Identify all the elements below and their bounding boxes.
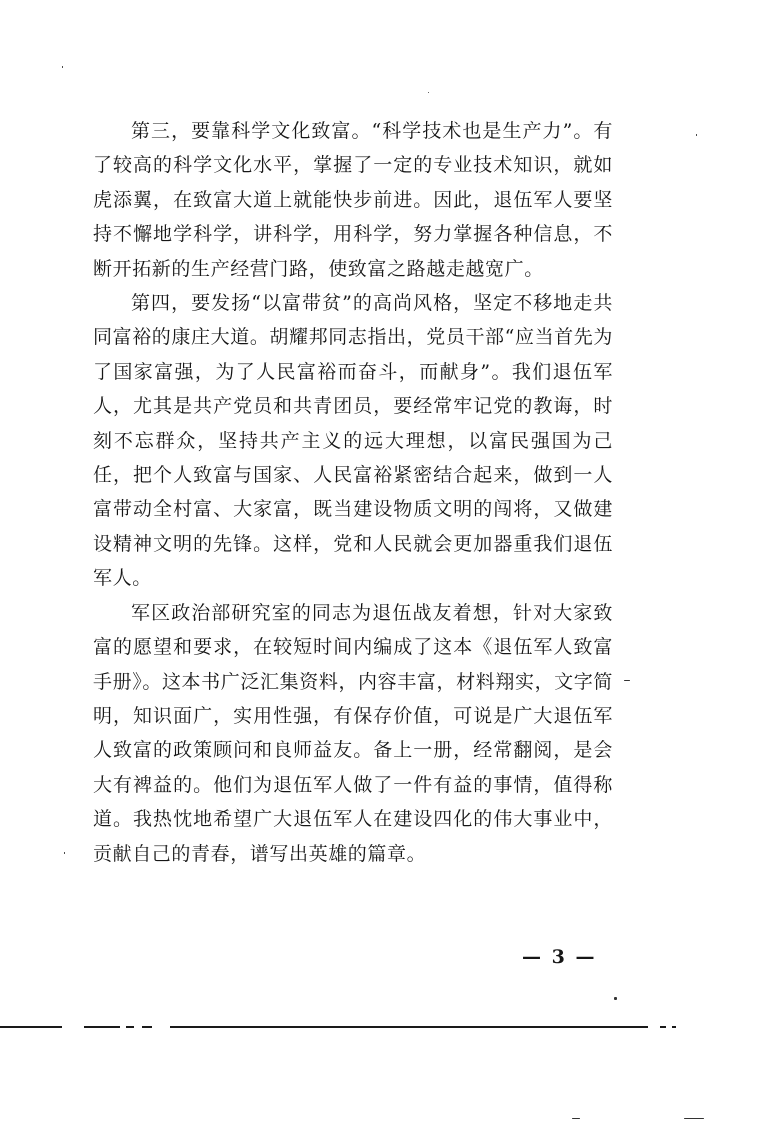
bottom-rule [0, 1026, 62, 1028]
scan-speck [684, 1118, 704, 1119]
bottom-rule [142, 1026, 152, 1028]
paragraph-common-prosperity: 第四，要发扬“以富带贫”的高尚风格，坚定不移地走共同富裕的康庄大道。胡耀邦同志指出，党员干部“应当首先为了国家富强，为了人民富裕而奋斗，而献身”。我们退伍军人，尤其是共产党员和共青团员，要经常牢记党的教诲，时刻不忘群众，坚持共产主义的远大理想，以富民强国为己任，把个人致富与国家、人民富裕紧密结合起来，做到一人富带动全村富、大家富，既当建设物质文明的闯将，又做建设精神文明的先锋。这样，党和人民就会更加器重我们退伍军人。 [93, 292, 613, 590]
scan-speck [624, 680, 630, 681]
bottom-rule [170, 1026, 648, 1028]
body-text [93, 114, 613, 871]
scan-speck [62, 66, 63, 68]
page-number: — 3 — [522, 946, 597, 968]
scan-speck [572, 1118, 580, 1119]
bottom-rule [672, 1026, 676, 1028]
scan-speck [64, 852, 65, 854]
scan-speck [428, 92, 429, 93]
scan-speck [696, 134, 697, 136]
bottom-rule [660, 1026, 666, 1028]
paragraph-science-culture: 第三，要靠科学文化致富。“科学技术也是生产力”。有了较高的科学文化水平，掌握了一定的专业技术知识，就如虎添翼，在致富大道上就能快步前进。因此，退伍军人要坚持不懈地学科学，讲科学，用科学，努力掌握各种信息，不断开拓新的生产经营门路，使致富之路越走越宽广。 [93, 120, 613, 280]
paragraph-handbook-preface: 军区政治部研究室的同志为退伍战友着想，针对大家致富的愿望和要求，在较短时间内编成了这本《退伍军人致富手册》。这本书广泛汇集资料，内容丰富，材料翔实，文字简明，知识面广，实用性强，有保存价值，可说是广大退伍军人致富的政策顾问和良师益友。备上一册，经常翻阅，是会大有裨益的。他们为退伍军人做了一件有益的事情，值得称道。我热忱地希望广大退伍军人在建设四化的伟大事业中，贡献自己的青春，谱写出英雄的篇章。 [93, 601, 613, 865]
scan-speck [614, 997, 617, 1000]
bottom-rule [84, 1026, 120, 1028]
bottom-rule [126, 1026, 134, 1028]
